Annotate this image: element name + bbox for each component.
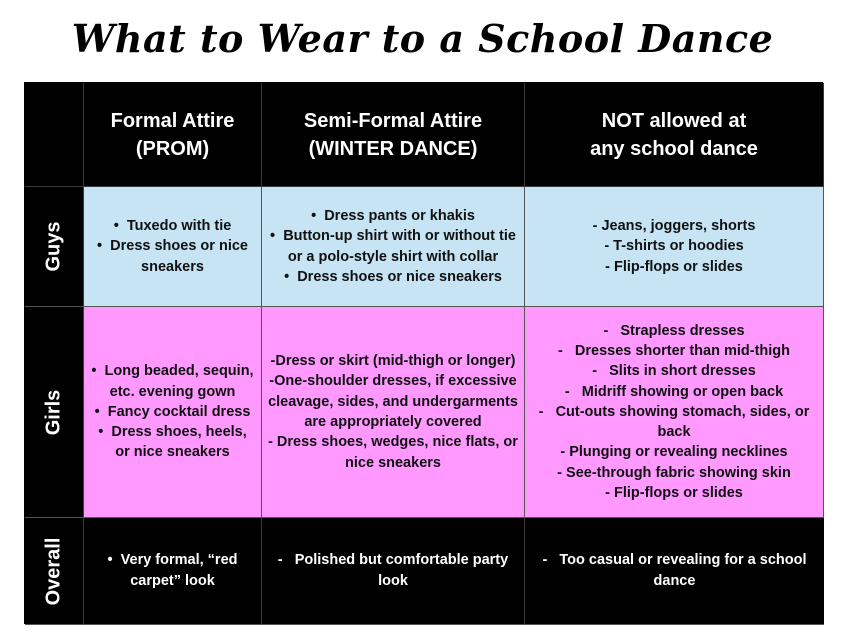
girls-formal-cell [84, 307, 262, 518]
girls-semi-formal-cell [262, 307, 525, 518]
header-semi-formal [262, 83, 525, 187]
list-item: - Dress shoes, wedges, nice flats, or nice sneakers [268, 434, 518, 471]
list-item: - Flip-flops or slides [605, 485, 743, 502]
guys-semi-formal-cell [262, 187, 525, 307]
header-corner [25, 83, 84, 187]
list-item: - Jeans, joggers, shorts [592, 218, 756, 235]
list-item: - T-shirts or hoodies [604, 238, 744, 255]
row-label-guys [25, 187, 84, 307]
dress-code-table [24, 82, 823, 624]
list-item: • Tuxedo with tie [90, 216, 255, 236]
list-item: - Plunging or revealing necklines [560, 444, 788, 461]
list-item: - Flip-flops or slides [605, 258, 743, 275]
list-item: - Slits in short dresses [531, 361, 817, 381]
page-title: What to Wear to a School Dance [71, 16, 774, 61]
guys-not-allowed-cell [525, 187, 824, 307]
list-item: - Strapless dresses [531, 321, 817, 341]
list-item: - Dresses shorter than mid-thigh [531, 341, 817, 361]
guys-formal-cell [84, 187, 262, 307]
list-item: • Dress shoes or nice sneakers [268, 267, 518, 287]
row-label-guys-text: Guys [42, 221, 65, 272]
list-item: -One-shoulder dresses, if excessive cleavage, sides, and undergarments are appropriately covered [268, 373, 518, 430]
header-formal [84, 83, 262, 187]
list-item: • Fancy cocktail dress [90, 402, 255, 422]
list-item: • Long beaded, sequin, etc. evening gown [90, 361, 255, 402]
row-label-girls-text: Girls [42, 389, 65, 435]
header-semi-formal-label: Semi-Formal Attire (WINTER DANCE) [303, 109, 483, 160]
row-label-overall [25, 518, 84, 625]
overall-semi-formal-cell [262, 518, 525, 625]
list-item: • Dress shoes or nice sneakers [90, 236, 255, 277]
list-item: - Polished but comfortable party look [268, 550, 518, 592]
list-item: • Very formal, “red carpet” look [90, 550, 255, 592]
list-item: - Midriff showing or open back [531, 382, 817, 402]
header-not-allowed-label: NOT allowed at any school dance [590, 109, 758, 160]
list-item: - Cut-outs showing stomach, sides, or back [531, 402, 817, 443]
girls-not-allowed-cell [525, 307, 824, 518]
overall-not-allowed-cell [525, 518, 824, 625]
list-item: • Dress pants or khakis [268, 206, 518, 226]
row-label-girls [25, 307, 84, 518]
row-label-overall-text: Overall [42, 537, 65, 605]
header-formal-label: Formal Attire (PROM) [110, 109, 235, 160]
list-item: • Button-up shirt with or without tie or a polo-style shirt with collar [268, 226, 518, 267]
list-item: - Too casual or revealing for a school dance [531, 550, 818, 592]
overall-formal-cell [84, 518, 262, 625]
list-item: -Dress or skirt (mid-thigh or longer) [270, 353, 516, 370]
list-item: • Dress shoes, heels, or nice sneakers [90, 422, 255, 463]
list-item: - See-through fabric showing skin [557, 464, 791, 481]
header-not-allowed [525, 83, 824, 187]
